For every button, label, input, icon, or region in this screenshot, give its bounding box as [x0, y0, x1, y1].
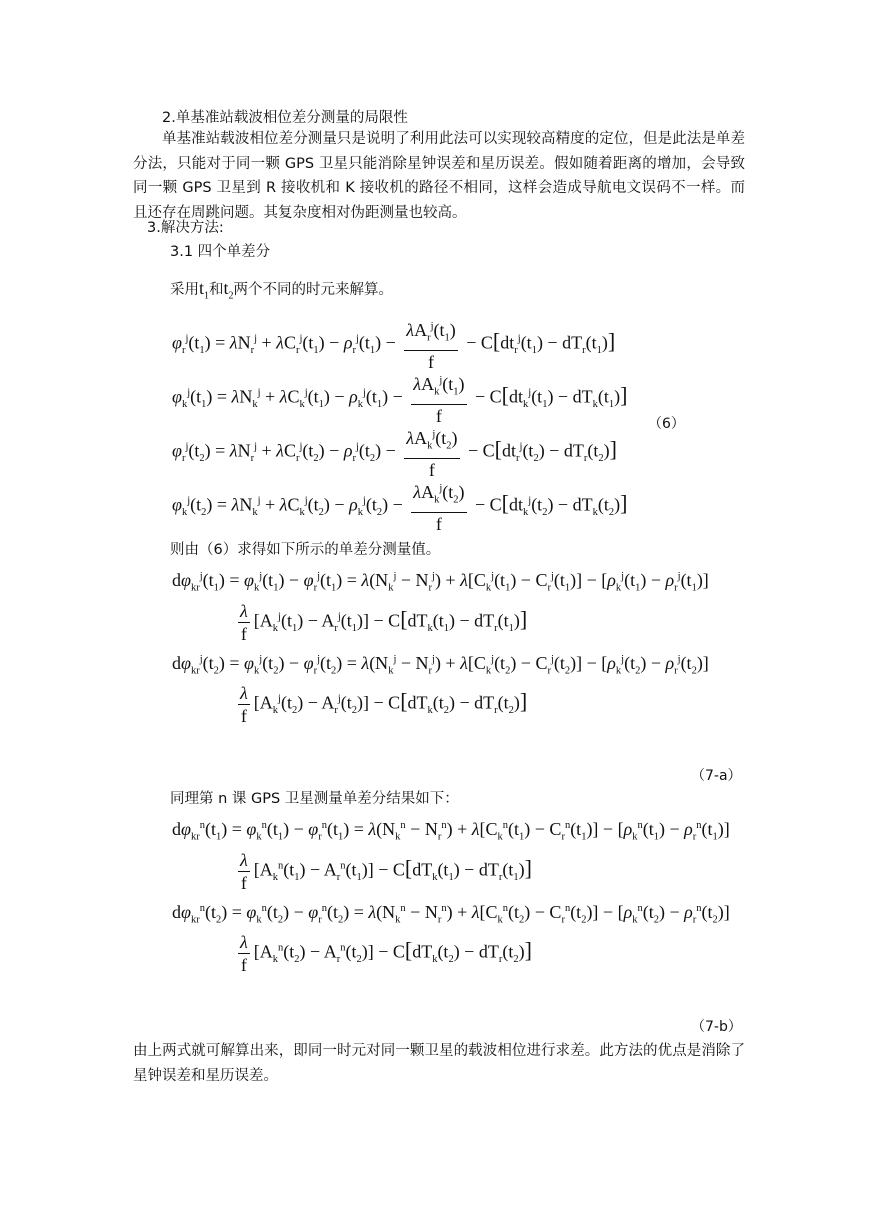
subsection-heading-3-1: 3.1 四个单差分	[170, 244, 271, 260]
equation-tag-7a: （7-a）	[691, 768, 742, 784]
equation-7b-row-4: $\frac{\lambda}{f}$ $[A_k^n(t_2) - A_r^n(t_2)] - C[dT_k(t_2) - dT_r(t_2)]$	[240, 932, 532, 975]
intro-sentence: 采用$t_1$和$t_2$两个不同的时元来解算。	[170, 278, 394, 302]
equation-7a-row-1: $d\varphi_{kr}^j(t_1) = \varphi_k^j(t_1) - \varphi_r^j(t_1) = \lambda(N_k^j - N_r^j) + \lambda[C_k^j(t_1) - C_r^j(t_1)] - [\rho_k^j(t_1) - \rho_r^j(t_1)]$	[172, 570, 709, 594]
equation-7b-row-3: $d\varphi_{kr}^n(t_2) = \varphi_k^n(t_2) - \varphi_r^n(t_2) = \lambda(N_k^n - N_r^n) + \lambda[C_k^n(t_2) - C_r^n(t_2)] - [\rho_k^n(t_2) - \rho_r^n(t_2)]$	[172, 902, 730, 926]
conclusion-paragraph: 由上两式就可解算出来，即同一时元对同一颗卫星的载波相位进行求差。此方法的优点是消除了星钟误差和星历误差。	[133, 1043, 745, 1084]
equation-6-row-4: $\varphi_k^j(t_2) = \lambda N_k^j + \lambda C_k^j(t_2) - \rho_k^j(t_2)$ − $\frac{\lambda A_k^j(t_2)}{f}$ − $C[dt_k^j(t_2) - dT_k(t_2)]$	[172, 478, 627, 535]
equation-6-row-1: $\varphi_r^j(t_1) = \lambda N_r^j + \lambda C_r^j(t_1) - \rho_r^j(t_1)$ − $\frac{\lambda A_r^j(t_1)}{f}$ − $C[dt_r^j(t_1) - dT_r(t_1)]$	[172, 316, 615, 373]
nth-satellite-sentence: 同理第 n 课 GPS 卫星测量单差分结果如下：	[170, 791, 459, 807]
equation-6-row-2: $\varphi_k^j(t_1) = \lambda N_k^j + \lambda C_k^j(t_1) - \rho_k^j(t_1)$ − $\frac{\lambda A_k^j(t_1)}{f}$ − $C[dt_k^j(t_1) - dT_k(t_1)]$	[172, 370, 627, 427]
equation-7b-row-2: $\frac{\lambda}{f}$ $[A_k^n(t_1) - A_r^n(t_1)] - C[dT_k(t_1) - dT_r(t_1)]$	[240, 850, 532, 893]
section-heading-3: 3.解决方法:	[147, 220, 224, 236]
paragraph-limitations: 单基准站载波相位差分测量只是说明了利用此法可以实现较高精度的定位，但是此法是单差分法，只能对于同一颗 GPS 卫星只能消除星钟误差和星历误差。假如随着距离的增加，会导致同一颗 GPS 卫星到 R 接收机和 K 接收机的路径不相同，这样会造成导航电文误码不一样。而且还存在周跳问题。其复杂度相对伪距测量也较高。	[133, 131, 745, 221]
equation-7a-row-3: $d\varphi_{kr}^j(t_2) = \varphi_k^j(t_2) - \varphi_r^j(t_2) = \lambda(N_k^j - N_r^j) + \lambda[C_k^j(t_2) - C_r^j(t_2)] - [\rho_k^j(t_2) - \rho_r^j(t_2)]$	[172, 653, 709, 677]
equation-tag-7b: （7-b）	[691, 1019, 742, 1035]
equation-7b-row-1: $d\varphi_{kr}^n(t_1) = \varphi_k^n(t_1) - \varphi_r^n(t_1) = \lambda(N_k^n - N_r^n) + \lambda[C_k^n(t_1) - C_r^n(t_1)] - [\rho_k^n(t_1) - \rho_r^n(t_1)]$	[172, 819, 730, 843]
equation-tag-6: （6）	[648, 416, 685, 432]
equation-7a-row-4: $\frac{\lambda}{f}$ $[A_k^j(t_2) - A_r^j(t_2)] - C[dT_k(t_2) - dT_r(t_2)]$	[240, 683, 528, 726]
section-heading-2: 2.单基准站载波相位差分测量的局限性	[162, 110, 408, 126]
equation-7a-row-2: $\frac{\lambda}{f}$ $[A_k^j(t_1) - A_r^j(t_1)] - C[dT_k(t_1) - dT_r(t_1)]$	[240, 601, 528, 644]
equation-6-row-3: $\varphi_r^j(t_2) = \lambda N_r^j + \lambda C_r^j(t_2) - \rho_r^j(t_2)$ − $\frac{\lambda A_k^j(t_2)}{f}$ − $C[dt_r^j(t_2) - dT_r(t_2)]$	[172, 424, 617, 481]
derive-sentence: 则由（6）求得如下所示的单差分测量值。	[170, 542, 441, 558]
